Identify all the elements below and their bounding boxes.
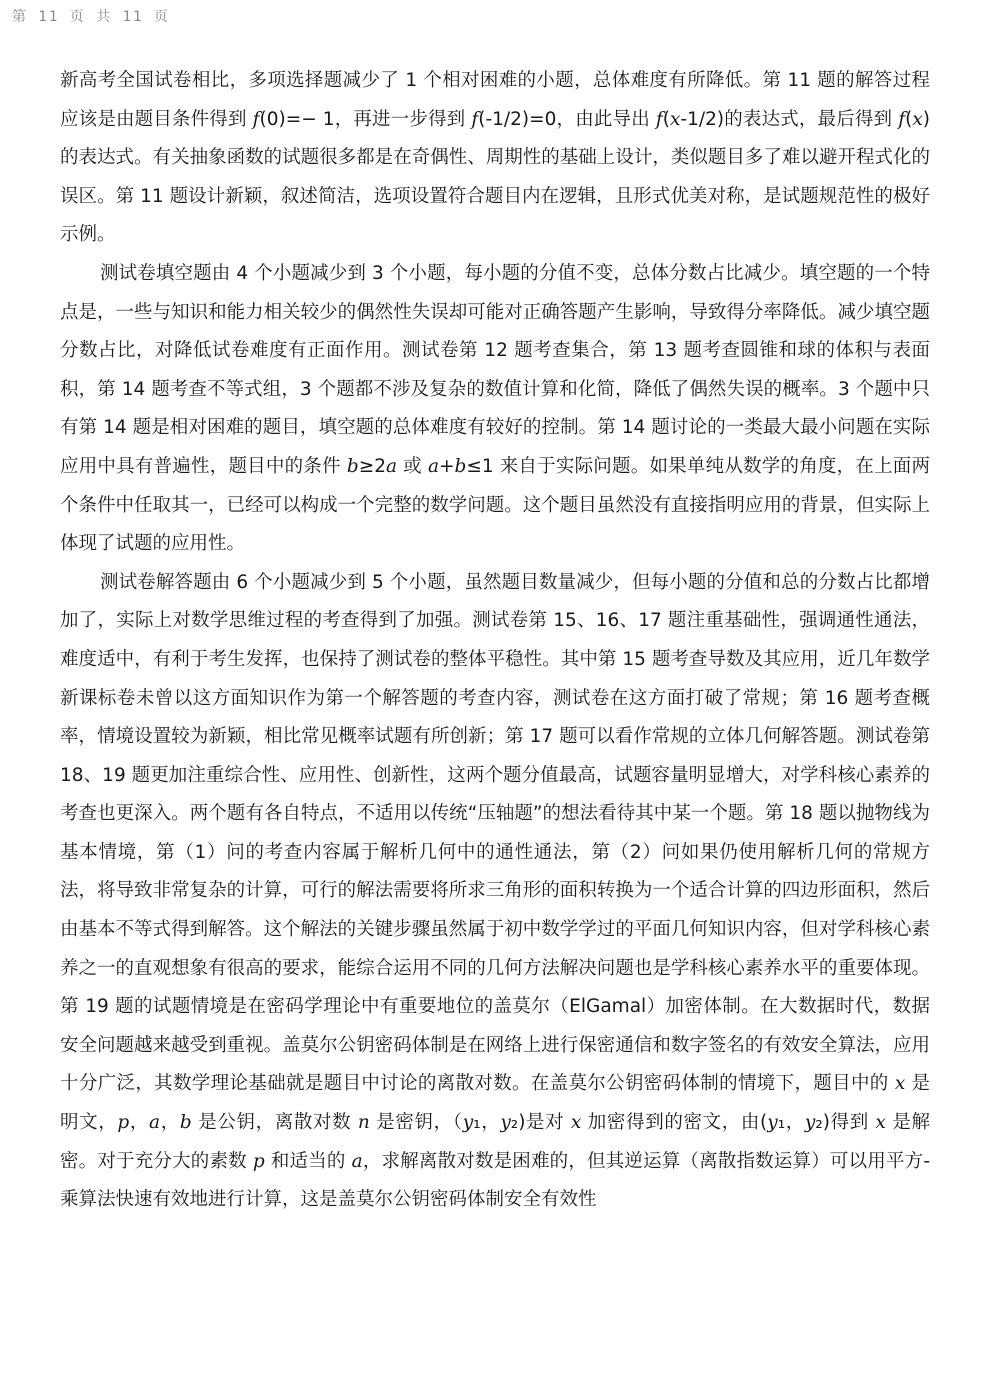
text-run: 新高考全国试卷相比，多项选择题减少了 1 个相对困难的小题，总体难度有所降低。第 11 题的解答过程应该是由题目条件得到 (60, 70, 930, 130)
math-variable: y (462, 1112, 474, 1134)
math-variable: x (570, 1112, 582, 1134)
text-run: 测试卷解答题由 6 个小题减少到 5 个小题，虽然题目数量减少，但每小题的分值和总的分数占比都增加了，实际上对数学思维过程的考查得到了加强。测试卷第 15、16、17 题注重基础性，强调通性通法，难度适中，有利于考生发挥，也保持了测试卷的整体平稳性。其中第 15 题考查导数及其应用，近几年数学新课标卷未曾以这方面知识作为第一个解答题的考查内容，测试卷在这方面打破了常规；第 16 题考查概率，情境设置较为新颖，相比常见概率试题有所创新；第 17 题可以看作常规的立体几何解答题。测试卷第 18、19 题更加注重综合性、应用性、创新性，这两个题分值最高，试题容量明显增大，对学科核心素养的考查也更深入。两个题有各自特点，不适用以传统“压轴题”的想法看待其中某一个题。第 18 题以抛物线为基本情境，第（1）问的考查内容属于解析几何中的通性通法，第（2）问如果仍使用解析几何的常规方法，将导致非常复杂的计算，可行的解法需要将所求三角形的面积转换为一个适合计算的四边形面积，然后由基本不等式得到解答。这个解法的关键步骤虽然属于初中数学学过的平面几何知识内容，但对学科核心素养之一的直观想象有很高的要求，能综合运用不同的几何方法解决问题也是学科核心素养水平的重要体现。第 19 题的试题情境是在密码学理论中有重要地位的盖莫尔（ElGamal）加密体制。在大数据时代，数据安全问题越来越受到重视。盖莫尔公钥密码体制是在网络上进行保密通信和数字签名的有效安全算法，应用十分广泛，其数学理论基础就是题目中讨论的离散对数。在盖莫尔公钥密码体制的情境下，题目中的 (60, 571, 936, 1095)
text-run: ， (129, 1112, 150, 1134)
math-variable: a (351, 1150, 363, 1172)
math-variable: x (912, 108, 923, 130)
math-variable: b (179, 1112, 192, 1134)
text-run: 是公钥，离散对数 (191, 1112, 358, 1134)
text-run: ₂)是对 (510, 1112, 571, 1134)
math-variable: f (252, 108, 260, 130)
text-run: ( (905, 108, 913, 130)
math-variable: a (149, 1112, 161, 1134)
math-variable: b (454, 455, 467, 477)
math-variable: n (357, 1112, 370, 1134)
math-variable: x (669, 108, 681, 130)
math-variable: x (875, 1112, 886, 1134)
text-run: 或 (397, 455, 428, 477)
paragraph (60, 62, 930, 255)
text-run: 是明文， (60, 1073, 930, 1134)
text-run: ( (662, 108, 670, 130)
math-variable: a (386, 455, 398, 477)
text-run: ≥2 (358, 455, 386, 477)
text-run: (0)=− 1，再进一步得到 (259, 108, 472, 130)
text-run: ， (160, 1112, 180, 1134)
math-variable: f (471, 108, 479, 130)
text-run: + (438, 455, 455, 477)
text-run: 加密得到的密文，由( (581, 1112, 768, 1134)
math-variable: f (655, 108, 663, 130)
text-run: 是密钥，（ (369, 1112, 463, 1134)
math-variable: a (427, 455, 439, 477)
math-variable: p (252, 1150, 265, 1172)
math-variable: x (894, 1073, 906, 1095)
math-variable: y (500, 1112, 511, 1134)
text-run: )的表达式。有关抽象函数的试题很多都是在奇偶性、周期性的基础上设计，类似题目多了难以避开程式化的误区。第 11 题设计新颖，叙述简洁，选项设置符合题目内在逻辑，且形式优美对称，是试题规范性的极好示例。 (60, 108, 930, 246)
paragraph (60, 564, 936, 1220)
text-run: -1/2)的表达式，最后得到 (680, 108, 899, 130)
text-run: 测试卷填空题由 4 个小题减少到 3 个小题，每小题的分值不变，总体分数占比减少。填空题的一个特点是，一些与知识和能力相关较少的偶然性失误却可能对正确答题产生影响，导致得分率降低。减少填空题分数占比，对降低试卷难度有正面作用。测试卷第 12 题考查集合，第 13 题考查圆锥和球的体积与表面积，第 14 题考查不等式组，3 个题都不涉及复杂的数值计算和化简，降低了偶然失误的概率。3 个题中只有第 14 题是相对困难的题目，填空题的总体难度有较好的控制。第 14 题讨论的一类最大最小问题在实际应用中具有普遍性，题目中的条件 (60, 262, 930, 477)
text-run: 是解密。对于充分大的素数 (60, 1112, 930, 1172)
paragraph (60, 255, 930, 564)
text-run: ₁， (473, 1112, 501, 1134)
text-run: (-1/2)=0，由此导出 (478, 108, 656, 130)
text-run: ≤1 来自于实际问题。如果单纯从数学的角度，在上面两个条件中任取其一，已经可以构成一个完整的数学问题。这个题目虽然没有直接指明应用的背景，但实际上体现了试题的应用性。 (60, 455, 931, 555)
math-variable: f (898, 108, 906, 130)
math-variable: b (346, 455, 359, 477)
math-variable: y (804, 1112, 816, 1134)
math-variable: p (117, 1112, 130, 1134)
text-run: 和适当的 (264, 1150, 352, 1172)
math-variable: y (767, 1112, 778, 1134)
text-run: ₁， (777, 1112, 805, 1134)
document-body (60, 62, 936, 1220)
text-run: ，求解离散对数是困难的，但其逆运算（离散指数运算）可以用平方-乘算法快速有效地进行计算，这是盖莫尔公钥密码体制安全有效性 (60, 1150, 930, 1211)
text-run: ₂)得到 (815, 1112, 876, 1134)
page-number-header: 第 11 页 共 11 页 (12, 9, 170, 25)
